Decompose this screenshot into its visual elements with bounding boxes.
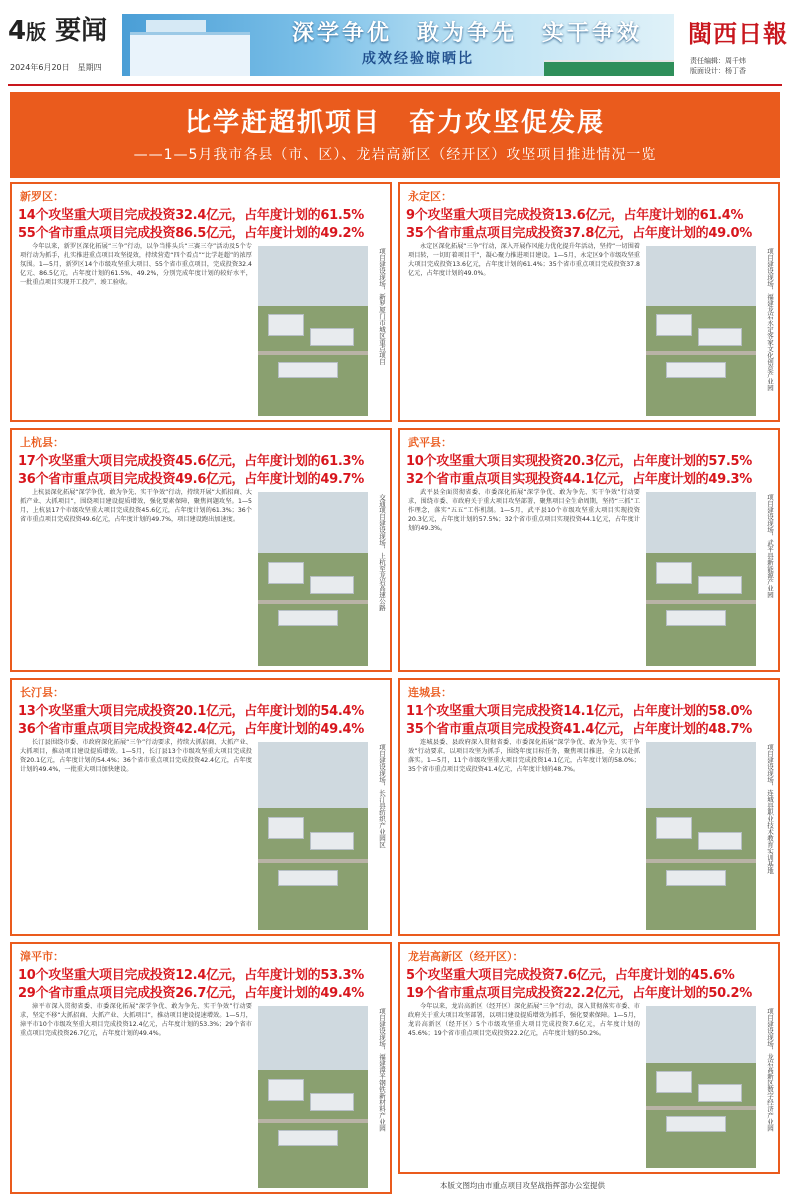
headline-key-projects: 19个省市重点项目完成投资22.2亿元，占年度计划的50.2% (406, 986, 752, 1001)
article-body: 漳平市深入贯彻省委、市委深化拓展“深学争优、敢为争先、实干争效”行动要求，坚定不移“大抓招商、大抓产业、大抓项目”，推动项目建设提速增效。1—5月，漳平市10个市级攻坚重大项目完成投资12.4亿元，占年度计划的53.3%；29个省市重点项目完成投资26.7亿元，占年度计划的49.4%。 (20, 1003, 252, 1037)
page-number: 4版 要闻 (8, 16, 108, 46)
feature-subtitle: ——1—5月我市各县（市、区）、龙岩高新区（经开区）攻坚项目推进情况一览 (133, 147, 657, 163)
article-body: 今年以来，新罗区深化拓展“三争”行动，以争当排头兵“三赛三夺”活动及5个专项行动为抓手，扎实推进重点项目攻坚提效，持续营造“四个看点”“比学赶超”的浓厚氛围。1—5月，新罗区14个市级攻坚重大项目、55个省市重点项目，完成投资32.4亿元、86.5亿元，占年度计划的61.5%、49.2%，分别完成年度计划的较好水平，一批重点项目实现开工投产、竣工验收。 (20, 243, 252, 286)
photo-caption: 项目建设现场，长汀县纺织产业园区 (378, 744, 386, 848)
headline-major-projects: 5个攻坚重大项目完成投资7.6亿元，占年度计划的45.6% (406, 968, 735, 983)
project-photo (646, 246, 756, 416)
county-name: 长汀县： (20, 686, 64, 699)
headline-major-projects: 17个攻坚重大项目完成投资45.6亿元，占年度计划的61.3% (18, 454, 364, 469)
article-body: 武平县全面贯彻省委、市委深化拓展“深学争优、敢为争先、实干争效”行动要求，围绕市委、市政府关于重大项目攻坚部署，聚焦项目全生命周期，坚持“三抓”工作理念，落实“五五”工作机制。1—5月，武平县10个市级攻坚重大项目实现投资20.3亿元，占年度计划的57.5%；32个省市重点项目实现投资44.1亿元，占年度计划的49.3%。 (408, 489, 640, 532)
headline-major-projects: 11个攻坚重大项目完成投资14.1亿元，占年度计划的58.0% (406, 704, 752, 719)
masthead (0, 0, 790, 86)
headline-key-projects: 36个省市重点项目完成投资42.4亿元，占年度计划的49.4% (18, 722, 364, 737)
county-name: 连城县： (408, 686, 452, 699)
photo-caption: 项目建设现场，连城县职业技术教育实训基地 (766, 744, 774, 874)
headline-key-projects: 55个省市重点项目完成投资86.5亿元，占年度计划的49.2% (18, 226, 364, 241)
county-panel-yongding (398, 182, 780, 422)
banner-subtitle: 成效经验晾晒比 (362, 51, 474, 67)
project-photo (258, 1006, 368, 1188)
county-name: 漳平市： (20, 950, 64, 963)
photo-caption: 项目建设现场，福建龙岩永定客家文化创意产业园 (766, 248, 774, 391)
header-rule (8, 84, 782, 86)
county-panel-wuping (398, 428, 780, 672)
project-photo (258, 742, 368, 930)
article-body: 长汀县围绕市委、市政府深化拓展“三争”行动要求，持续大抓招商、大抓产业、大抓项目，推动项目建设提质增效。1—5月，长汀县13个市级攻坚重大项目完成投资20.1亿元，占年度计划的54.4%；36个省市重点项目完成投资42.4亿元，占年度计划的49.4%，一批重大项目加快建设。 (20, 739, 252, 773)
article-body: 永定区深化拓展“三争”行动，深入开展作风能力优化提升年活动，坚持“一切围着项目转，一切盯着项目干”，凝心聚力推进项目建设。1—5月，永定区9个市级攻坚重大项目完成投资13.6亿元，占年度计划的61.4%；35个省市重点项目完成投资37.8亿元，占年度计划的49.0%。 (408, 243, 640, 277)
headline-major-projects: 14个攻坚重大项目完成投资32.4亿元，占年度计划的61.5% (18, 208, 364, 223)
photo-caption: 交通项目建设现场，上杭至龙岩高速公路 (378, 494, 386, 611)
headline-major-projects: 10个攻坚重大项目实现投资20.3亿元，占年度计划的57.5% (406, 454, 752, 469)
newspaper-logo: 閩西日報 (688, 19, 788, 48)
county-panel-xinluo (10, 182, 392, 422)
photo-caption: 项目建设现场，福建漳平钢铁新材料产业园 (378, 1008, 386, 1132)
header-banner (122, 14, 674, 76)
article-body: 今年以来，龙岩高新区（经开区）深化拓展“三争”行动，深入贯彻落实市委、市政府关于重大项目攻坚部署，以项目建设提质增效为抓手，强化要素保障。1—5月，龙岩高新区（经开区）5个市级攻坚重大项目完成投资7.6亿元，占年度计划的45.6%；19个省市重点项目完成投资22.2亿元，占年度计划的50.2%。 (408, 1003, 640, 1037)
article-body: 连城县委、县政府深入贯彻省委、市委深化拓展“深学争优、敢为争先、实干争效”行动要求，以项目攻坚为抓手，围绕年度目标任务，聚焦项目推进，全力以赴抓落实。1—5月，11个市级攻坚重大项目完成投资14.1亿元，占年度计划的58.0%；35个省市重点项目完成投资41.4亿元，占年度计划的48.7%。 (408, 739, 640, 773)
headline-key-projects: 35个省市重点项目完成投资41.4亿元，占年度计划的48.7% (406, 722, 752, 737)
publication-date: 2024年6月20日 星期四 (10, 63, 102, 72)
article-body: 上杭县深化拓展“深学争优、敢为争先、实干争效”行动，持续开展“大抓招商、大抓产业、大抓项目”，围绕项目建设提质增效，强化要素保障，聚焦问题攻坚。1—5月，上杭县17个市级攻坚重大项目完成投资45.6亿元，占年度计划的61.3%；36个省市重点项目完成投资49.6亿元，占年度计划的49.7%，项目建设跑出加速度。 (20, 489, 252, 523)
photo-caption: 项目建设现场，武平县新能源产业园 (766, 494, 774, 598)
project-photo (258, 246, 368, 416)
project-photo (646, 1006, 756, 1168)
county-name: 上杭县： (20, 436, 64, 449)
feature-header (10, 92, 780, 178)
headline-major-projects: 10个攻坚重大项目完成投资12.4亿元，占年度计划的53.3% (18, 968, 364, 983)
county-name: 新罗区： (20, 190, 64, 203)
county-panel-shanghang (10, 428, 392, 672)
banner-title: 深学争优 敢为争先 实干争效 (292, 21, 643, 46)
headline-key-projects: 35个省市重点项目完成投资37.8亿元，占年度计划的49.0% (406, 226, 752, 241)
photo-caption: 项目建设现场，新罗厦门市城区重点项目 (378, 248, 386, 365)
project-photo (646, 492, 756, 666)
headline-major-projects: 9个攻坚重大项目完成投资13.6亿元，占年度计划的61.4% (406, 208, 744, 223)
project-photo (258, 492, 368, 666)
photo-caption: 项目建设现场，龙岩高新区数字经济产业园 (766, 1008, 774, 1132)
county-panel-gaoxin (398, 942, 780, 1174)
project-photo (646, 742, 756, 930)
headline-key-projects: 36个省市重点项目完成投资49.6亿元，占年度计划的49.7% (18, 472, 364, 487)
county-name: 永定区： (408, 190, 452, 203)
section-title: 要闻 (55, 16, 108, 46)
photo-credit-note: 本版文图均由市重点项目攻坚战指挥部办公室提供 (440, 1181, 605, 1190)
county-panel-liancheng (398, 678, 780, 936)
headline-key-projects: 32个省市重点项目实现投资44.1亿元，占年度计划的49.3% (406, 472, 752, 487)
county-panel-zhangping (10, 942, 392, 1194)
county-name: 武平县： (408, 436, 452, 449)
headline-key-projects: 29个省市重点项目完成投资26.7亿元，占年度计划的49.4% (18, 986, 364, 1001)
headline-major-projects: 13个攻坚重大项目完成投资20.1亿元，占年度计划的54.4% (18, 704, 364, 719)
county-panel-changting (10, 678, 392, 936)
editor-credits: 责任编辑：周千炜 版面设计：杨丁香 (690, 57, 746, 75)
feature-title: 比学赶超抓项目 奋力攻坚促发展 (184, 108, 605, 138)
county-name: 龙岩高新区（经开区）： (408, 950, 524, 963)
